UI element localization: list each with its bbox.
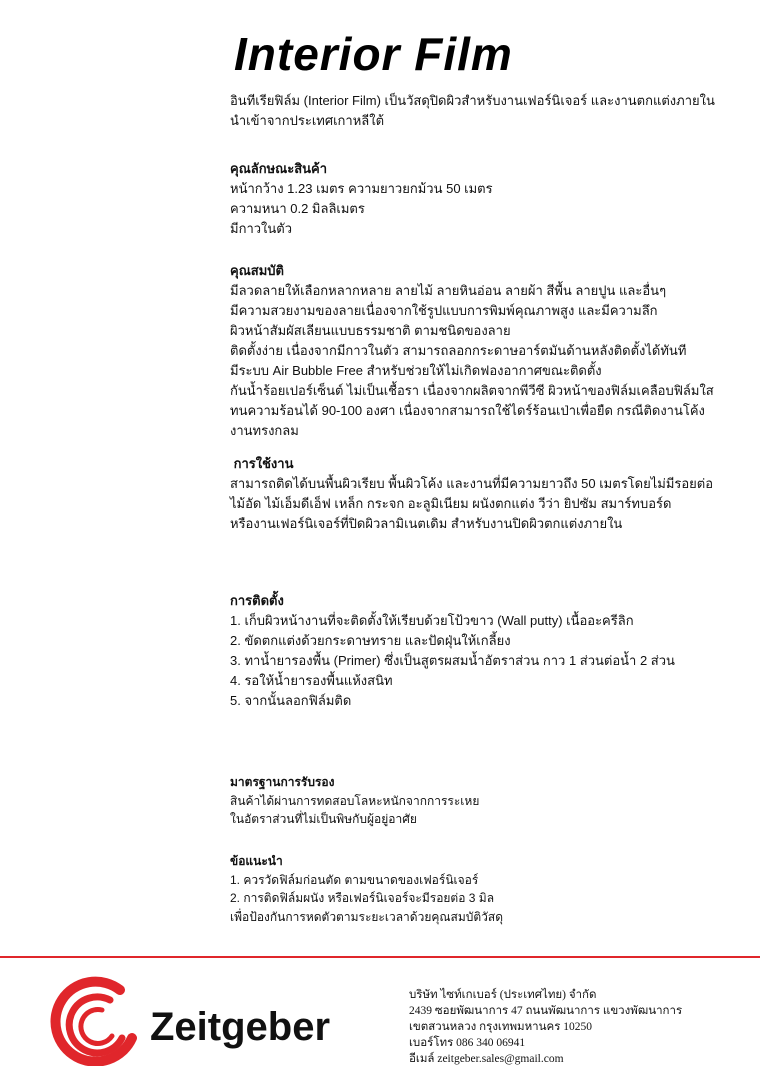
intro-line: อินทีเรียฟิล์ม (Interior Film) เป็นวัสดุปิดผิวสำหรับงานเฟอร์นิเจอร์ และงานตกแต่งภายใน [230,93,715,108]
section-heading: ข้อแนะนำ [230,854,283,868]
section-line: สามารถติดได้บนพื้นผิวเรียบ พื้นผิวโค้ง และงานที่มีความยาวถึง 50 เมตรโดยไม่มีรอยต่อ [230,476,714,491]
section-line: 3. ทาน้ำยารองพื้น (Primer) ซึ่งเป็นสูตรผสมน้ำอัตราส่วน กาว 1 ส่วนต่อน้ำ 2 ส่วน [230,653,675,668]
brand-name: Zeitgeber [150,1005,331,1049]
section-standard [230,773,740,829]
section-line: มีระบบ Air Bubble Free สำหรับช่วยให้ไม่เกิดฟองอากาศขณะติดตั้ง [230,363,602,378]
section-properties [230,261,740,441]
section-heading: คุณลักษณะสินค้า [230,161,328,176]
section-features [230,159,740,239]
footer-divider [0,956,760,958]
address-line: เขตสวนหลวง กรุงเทพมหานคร 10250 [409,1021,592,1033]
section-usage [230,454,740,534]
section-line: หรืองานเฟอร์นิเจอร์ที่ปิดผิวลามิเนตเดิม สำหรับงานปิดผิวตกแต่งภายใน [230,516,623,531]
section-heading: มาตรฐานการรับรอง [230,775,335,789]
section-line: 1. ควรวัดฟิล์มก่อนตัด ตามขนาดของเฟอร์นิเจอร์ [230,872,479,887]
section-installation [230,591,740,711]
section-line: มีความสวยงามของลายเนื่องจากใช้รูปแบบการพิมพ์คุณภาพสูง และมีความลึก [230,303,658,318]
section-heading: การติดตั้ง [230,593,284,608]
section-line: มีกาวในตัว [230,221,293,236]
section-line: 2. ขัดตกแต่งด้วยกระดาษทราย และปัดฝุ่นให้เกลี้ยง [230,633,511,648]
section-line: ทนความร้อนได้ 90-100 องศา เนื่องจากสามารถใช้ไดร์ร้อนเป่าเพื่อยืด กรณีติดงานโค้ง [230,403,705,418]
section-line: ความหนา 0.2 มิลลิเมตร [230,201,365,216]
section-advice [230,852,740,926]
intro-paragraph [230,91,730,131]
company-address-block [409,987,749,1067]
phone-number: เบอร์โทร 086 340 06941 [409,1037,526,1049]
intro-line: นำเข้าจากประเทศเกาหลีใต้ [230,113,385,128]
section-line: ในอัตราส่วนที่ไม่เป็นพิษกับผู้อยู่อาศัย [230,812,417,826]
section-line: 4. รอให้น้ำยารองพื้นแห้งสนิท [230,673,393,688]
section-line: งานทรงกลม [230,423,299,438]
section-line: หน้ากว้าง 1.23 เมตร ความยาวยกม้วน 50 เมตร [230,181,493,196]
section-line: สินค้าได้ผ่านการทดสอบโลหะหนักจากการระเหย [230,793,480,808]
zeitgeber-logo [50,976,390,1066]
email-address: อีเมล์ zeitgeber.sales@gmail.com [409,1053,564,1065]
section-line: 5. จากนั้นลอกฟิล์มติด [230,693,352,708]
section-heading: การใช้งาน [230,456,294,471]
logo-swirl-icon [56,982,132,1062]
company-name: บริษัท ไซท์เกเบอร์ (ประเทศไทย) จำกัด [409,989,597,1001]
section-line: มีลวดลายให้เลือกหลากหลาย ลายไม้ ลายหินอ่อน ลายผ้า สีพื้น ลายปูน และอื่นๆ [230,283,667,298]
section-line: กันน้ำร้อยเปอร์เซ็นต์ ไม่เป็นเชื้อรา เนื่องจากผลิตจากพีวีซี ผิวหน้าของฟิล์มเคลือบฟิล์มใส [230,383,714,398]
document-title: Interior Film [234,28,513,80]
section-heading: คุณสมบัติ [230,263,284,278]
section-line: ไม้อัด ไม้เอ็มดีเอ็ฟ เหล็ก กระจก อะลูมิเนียม ผนังตกแต่ง วีว่า ยิปซัม สมาร์ทบอร์ด [230,496,672,511]
section-line: 2. การติดฟิล์มผนัง หรือเฟอร์นิเจอร์จะมีรอยต่อ 3 มิล [230,891,495,905]
section-line: 1. เก็บผิวหน้างานที่จะติดตั้งให้เรียบด้วยโป้วขาว (Wall putty) เนื้ออะครีลิก [230,613,634,628]
address-line: 2439 ซอยพัฒนาการ 47 ถนนพัฒนาการ แขวงพัฒนาการ [409,1005,683,1017]
section-line: ติดตั้งง่าย เนื่องจากมีกาวในตัว สามารถลอกกระดาษอาร์ตมันด้านหลังติดตั้งได้ทันที [230,343,687,358]
section-line: เพื่อป้องกันการหดตัวตามระยะเวลาด้วยคุณสมบัติวัสดุ [230,909,504,924]
section-line: ผิวหน้าสัมผัสเลียนแบบธรรมชาติ ตามชนิดของลาย [230,323,511,338]
